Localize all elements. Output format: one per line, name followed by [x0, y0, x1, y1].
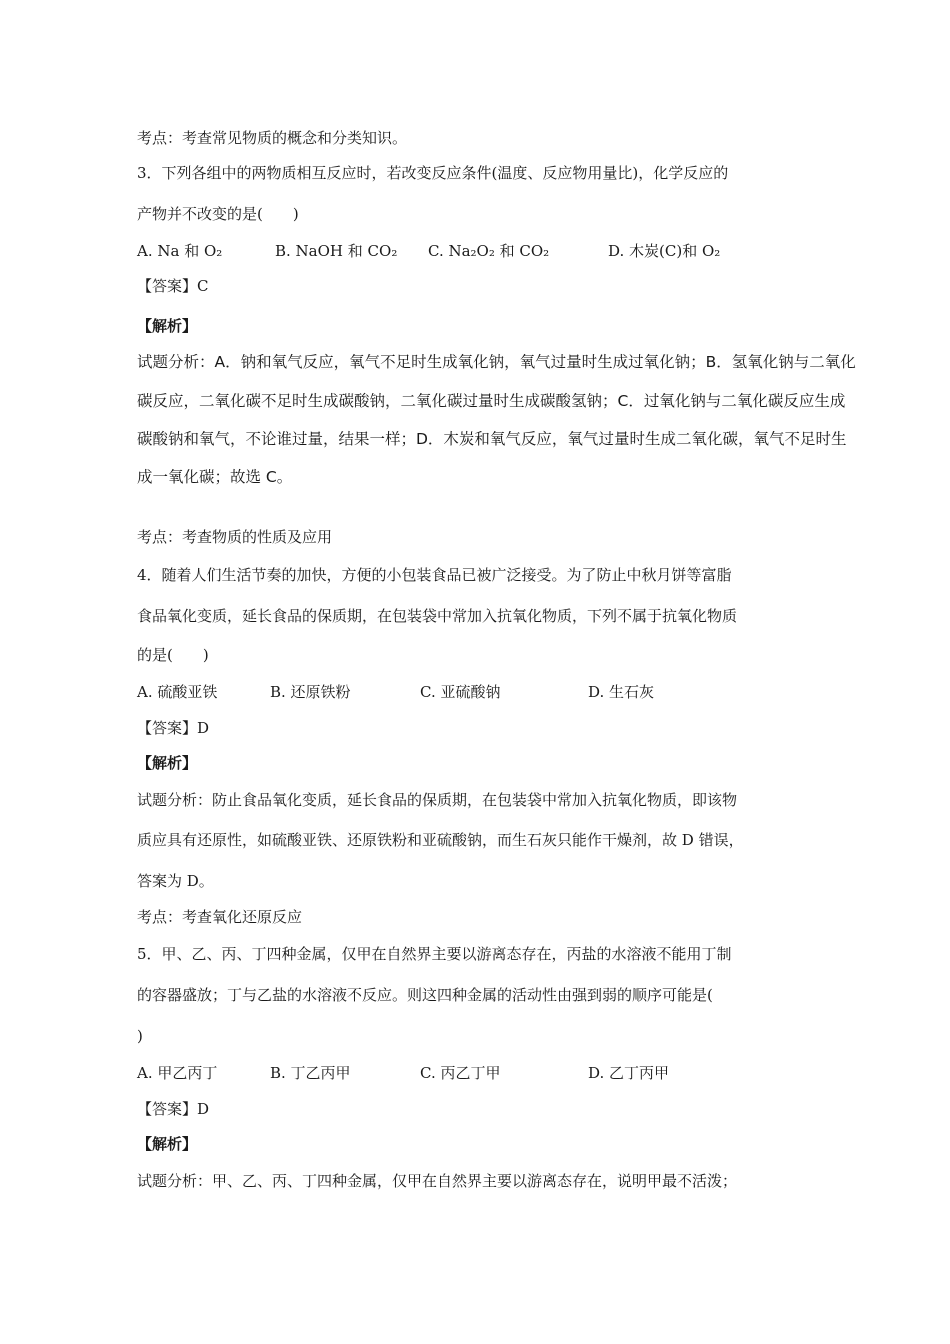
q4-option-c: C. 亚硫酸钠	[420, 683, 501, 701]
q4-option-d: D. 生石灰	[588, 683, 655, 701]
q4-stem-line-2: 食品氧化变质，延长食品的保质期，在包装袋中常加入抗氧化物质，下列不属于抗氧化物质	[137, 607, 738, 625]
q3-analysis-heading: 【解析】	[137, 317, 198, 335]
q5-stem-line-1: 5．甲、乙、丙、丁四种金属，仅甲在自然界主要以游离态存在，丙盐的水溶液不能用丁制	[137, 945, 732, 963]
q4-option-a: A. 硫酸亚铁	[137, 683, 218, 701]
q4-analysis-line-1: 试题分析：防止食品氧化变质，延长食品的保质期，在包装袋中常加入抗氧化物质，即该物	[137, 791, 738, 809]
q4-kaodian: 考点：考查氧化还原反应	[137, 908, 303, 926]
kaodian-note: 考点：考查常见物质的概念和分类知识。	[137, 129, 408, 147]
q4-analysis-line-3: 答案为 D。	[137, 872, 214, 890]
q4-option-b: B. 还原铁粉	[270, 683, 351, 701]
q4-analysis-heading: 【解析】	[137, 754, 198, 772]
q3-answer: 【答案】C	[137, 277, 209, 295]
q3-option-d: D. 木炭(C)和 O₂	[608, 242, 721, 260]
q3-analysis-line-4: 成一氧化碳；故选 C。	[137, 468, 293, 486]
q5-stem-line-3: )	[137, 1027, 143, 1045]
q4-stem-line-1: 4．随着人们生活节奏的加快，方便的小包装食品已被广泛接受。为了防止中秋月饼等富脂	[137, 566, 732, 584]
q3-option-a: A. Na 和 O₂	[137, 242, 223, 260]
q3-kaodian: 考点：考查物质的性质及应用	[137, 528, 333, 546]
q3-analysis-line-2: 碳反应，二氧化碳不足时生成碳酸钠，二氧化碳过量时生成碳酸氢钠；C．过氧化钠与二氧化碳反应生成	[137, 392, 846, 410]
q5-answer: 【答案】D	[137, 1100, 210, 1118]
q5-option-c: C. 丙乙丁甲	[420, 1064, 501, 1082]
q5-option-b: B. 丁乙丙甲	[270, 1064, 351, 1082]
q3-analysis-line-3: 碳酸钠和氧气，不论谁过量，结果一样；D．木炭和氧气反应，氧气过量时生成二氧化碳，氧气不足时生	[137, 430, 847, 448]
q4-analysis-line-2: 质应具有还原性，如硫酸亚铁、还原铁粉和亚硫酸钠，而生石灰只能作干燥剂，故 D 错误，	[137, 831, 744, 849]
q5-stem-line-2: 的容器盛放；丁与乙盐的水溶液不反应。则这四种金属的活动性由强到弱的顺序可能是(	[137, 986, 713, 1004]
q3-stem-line-2: 产物并不改变的是( )	[137, 205, 299, 223]
q5-option-d: D. 乙丁丙甲	[588, 1064, 670, 1082]
q3-analysis-line-1: 试题分析：A．钠和氧气反应，氧气不足时生成氧化钠，氧气过量时生成过氧化钠；B．氢氧化钠与二氧化	[137, 353, 856, 371]
q5-analysis-line-1: 试题分析：甲、乙、丙、丁四种金属，仅甲在自然界主要以游离态存在，说明甲最不活泼；	[137, 1172, 738, 1190]
q4-answer: 【答案】D	[137, 719, 210, 737]
q3-option-c: C. Na₂O₂ 和 CO₂	[428, 242, 550, 260]
q4-stem-line-3: 的是( )	[137, 646, 209, 664]
q3-stem-line-1: 3．下列各组中的两物质相互反应时，若改变反应条件(温度、反应物用量比)，化学反应的	[137, 164, 729, 182]
q3-option-b: B. NaOH 和 CO₂	[275, 242, 398, 260]
q5-analysis-heading: 【解析】	[137, 1135, 198, 1153]
q5-option-a: A. 甲乙丙丁	[137, 1064, 218, 1082]
